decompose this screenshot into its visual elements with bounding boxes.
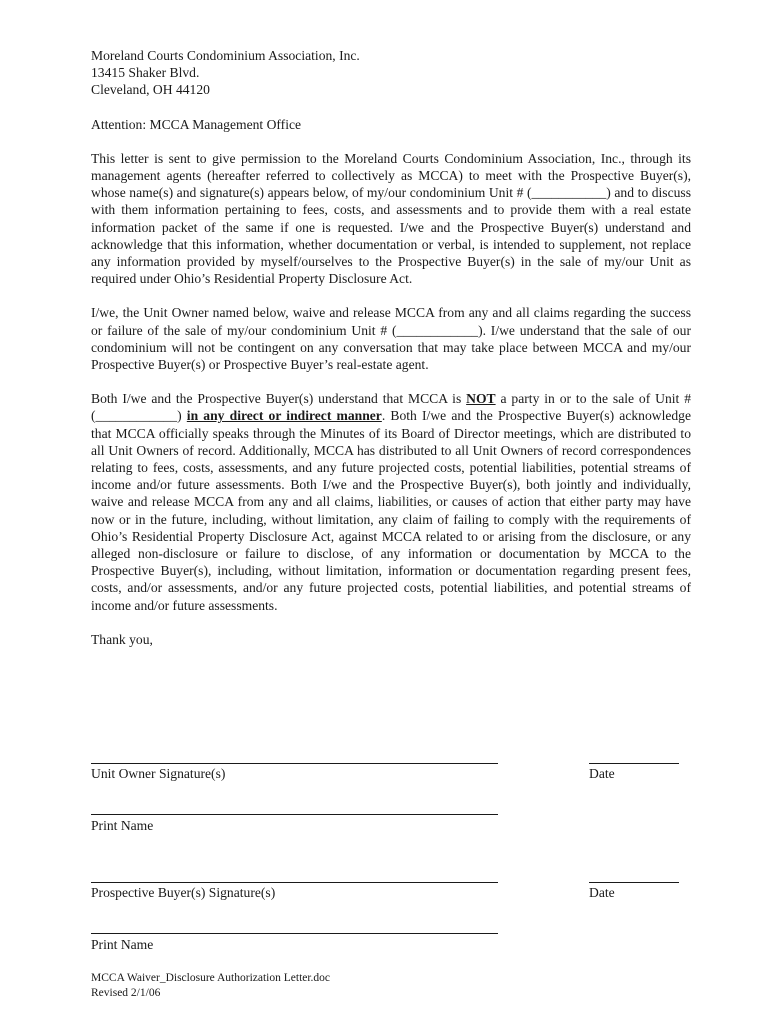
address-line-1: Moreland Courts Condominium Association, Inc. <box>91 48 360 63</box>
owner-print-name-label: Print Name <box>91 818 154 833</box>
address-line-2: 13415 Shaker Blvd. <box>91 65 200 81</box>
buyer-date-line[interactable] <box>589 882 679 883</box>
release-text-1: Both I/we and the Prospective Buyer(s) understand that MCCA is <box>91 391 467 407</box>
owner-date-label: Date <box>589 766 615 781</box>
buyer-signature-line[interactable] <box>91 882 498 883</box>
sender-address <box>91 47 691 99</box>
direct-indirect-emphasis: in any direct or indirect manner <box>186 408 382 424</box>
address-line-3: Cleveland, OH 44120 <box>91 82 210 98</box>
owner-signature-line[interactable] <box>91 763 498 764</box>
not-emphasis: NOT <box>466 391 496 407</box>
permission-paragraph: This letter is sent to give permission to the Moreland Courts Condominium Association, Inc., through its management agents (hereafter referred to collectively as MCCA) to meet with the Prospective Buyer(s), whose name(s) and signature(s) appears below, of my/our condominium Unit # (___________) and to discuss with them information pertaining to fees, costs, and assessments and to provide them with a real estate information packet of the same if one is requested. I/we and the Prospective Buyer(s) understand and acknowledge that this information, whether documentation or verbal, is intended to supplement, not replace any information provided by myself/ourselves to the Prospective Buyer(s) in the sale of my/our Unit as required under Ohio’s Residential Property Disclosure Act. <box>91 150 691 287</box>
buyer-date-label: Date <box>589 885 615 900</box>
footer-filename: MCCA Waiver_Disclosure Authorization Letter.doc <box>91 972 331 984</box>
release-text-3: . Both I/we and the Prospective Buyer(s) acknowledge that MCCA officially speaks through the Minutes of its Board of Director meetings, which are distributed to all Unit Owners of record. Additionally, MCCA has distributed to all Unit Owners of record correspondences relating to fees, costs, assessments, and any future projected costs, potential liabilities, potential streams of income and/or future assessments. Both I/we and the Prospective Buyer(s), both jointly and individually, waive and release MCCA from any and all claims, liabilities, or causes of action that either party may have now or in the future, including, without limitation, any claim of failing to comply with the requirements of Ohio’s Residential Property Disclosure Act, against MCCA related to or arising from the disclosure, or any alleged non-disclosure or failure to disclose, of any information or documentation by MCCA to the Prospective Buyer(s), including, without limitation, information or documentation regarding present fees, costs, and/or assessments, and/or any future projected costs, potential liabilities, and potential streams of income and/or future assessments. <box>91 408 692 613</box>
owner-print-name-line[interactable] <box>91 814 498 815</box>
attention-line: Attention: MCCA Management Office <box>91 116 302 132</box>
owner-signature-label: Unit Owner Signature(s) <box>91 766 226 781</box>
buyer-print-name-label: Print Name <box>91 937 154 952</box>
release-text-2: a party in or to the sale of Unit # (____________) <box>91 391 692 424</box>
closing: Thank you, <box>91 631 153 647</box>
owner-date-line[interactable] <box>589 763 679 764</box>
buyer-print-name-line[interactable] <box>91 933 498 934</box>
release-paragraph <box>91 390 691 614</box>
buyer-signature-label: Prospective Buyer(s) Signature(s) <box>91 885 276 900</box>
letter-body <box>91 47 691 648</box>
waiver-paragraph: I/we, the Unit Owner named below, waive and release MCCA from any and all claims regarding the success or failure of the sale of my/our condominium Unit # (____________). I/we understand that the sale of our condominium will not be contingent on any conversation that may take place between MCCA and my/our Prospective Buyer(s) or Prospective Buyer’s real-estate agent. <box>91 305 691 373</box>
document-footer <box>91 971 330 1000</box>
footer-revised: Revised 2/1/06 <box>91 986 161 999</box>
